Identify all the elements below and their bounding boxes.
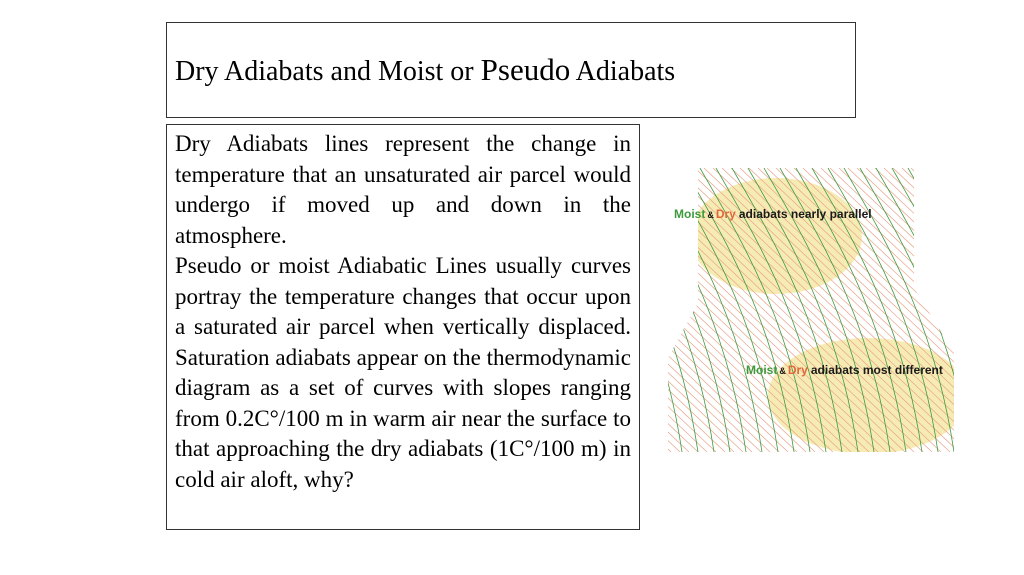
- label-bottom-dry: Dry: [787, 363, 808, 377]
- paragraph-dry-adiabats: Dry Adiabats lines represent the change in temperature that an unsaturated air parcel would undergo if moved up and down in the atmosphere.: [175, 131, 631, 248]
- label-top-moist: Moist: [674, 207, 706, 221]
- label-bottom-amp: &: [779, 366, 786, 376]
- slide-title: [175, 54, 675, 86]
- label-top-rest: adiabats nearly parallel: [738, 207, 872, 221]
- label-bottom: [746, 363, 943, 377]
- body-text-box: [166, 124, 640, 530]
- adiabats-diagram: [668, 168, 954, 452]
- title-part2: Pseudo: [480, 52, 571, 87]
- paragraph-moist-adiabats: Pseudo or moist Adiabatic Lines usually curves portray the temperature changes that occur upon a saturated air parcel when vertically displaced. Saturation adiabats appear on the thermodynamic diagram as a set of curves with slopes ranging from 0.2C°/100 m in warm air near the surface to that approaching the dry adiabats (1C°/100 m) in cold air aloft, why?: [175, 253, 631, 492]
- label-top-dry: Dry: [715, 207, 736, 221]
- label-bottom-moist: Moist: [746, 363, 778, 377]
- label-top: [674, 207, 872, 221]
- title-box: [166, 22, 856, 118]
- label-bottom-rest: adiabats most different: [810, 363, 943, 377]
- title-part3: Adiabats: [570, 56, 676, 87]
- adiabats-diagram-svg: [668, 168, 954, 452]
- label-top-amp: &: [707, 210, 714, 220]
- title-part1: Dry Adiabats and Moist or: [175, 56, 481, 87]
